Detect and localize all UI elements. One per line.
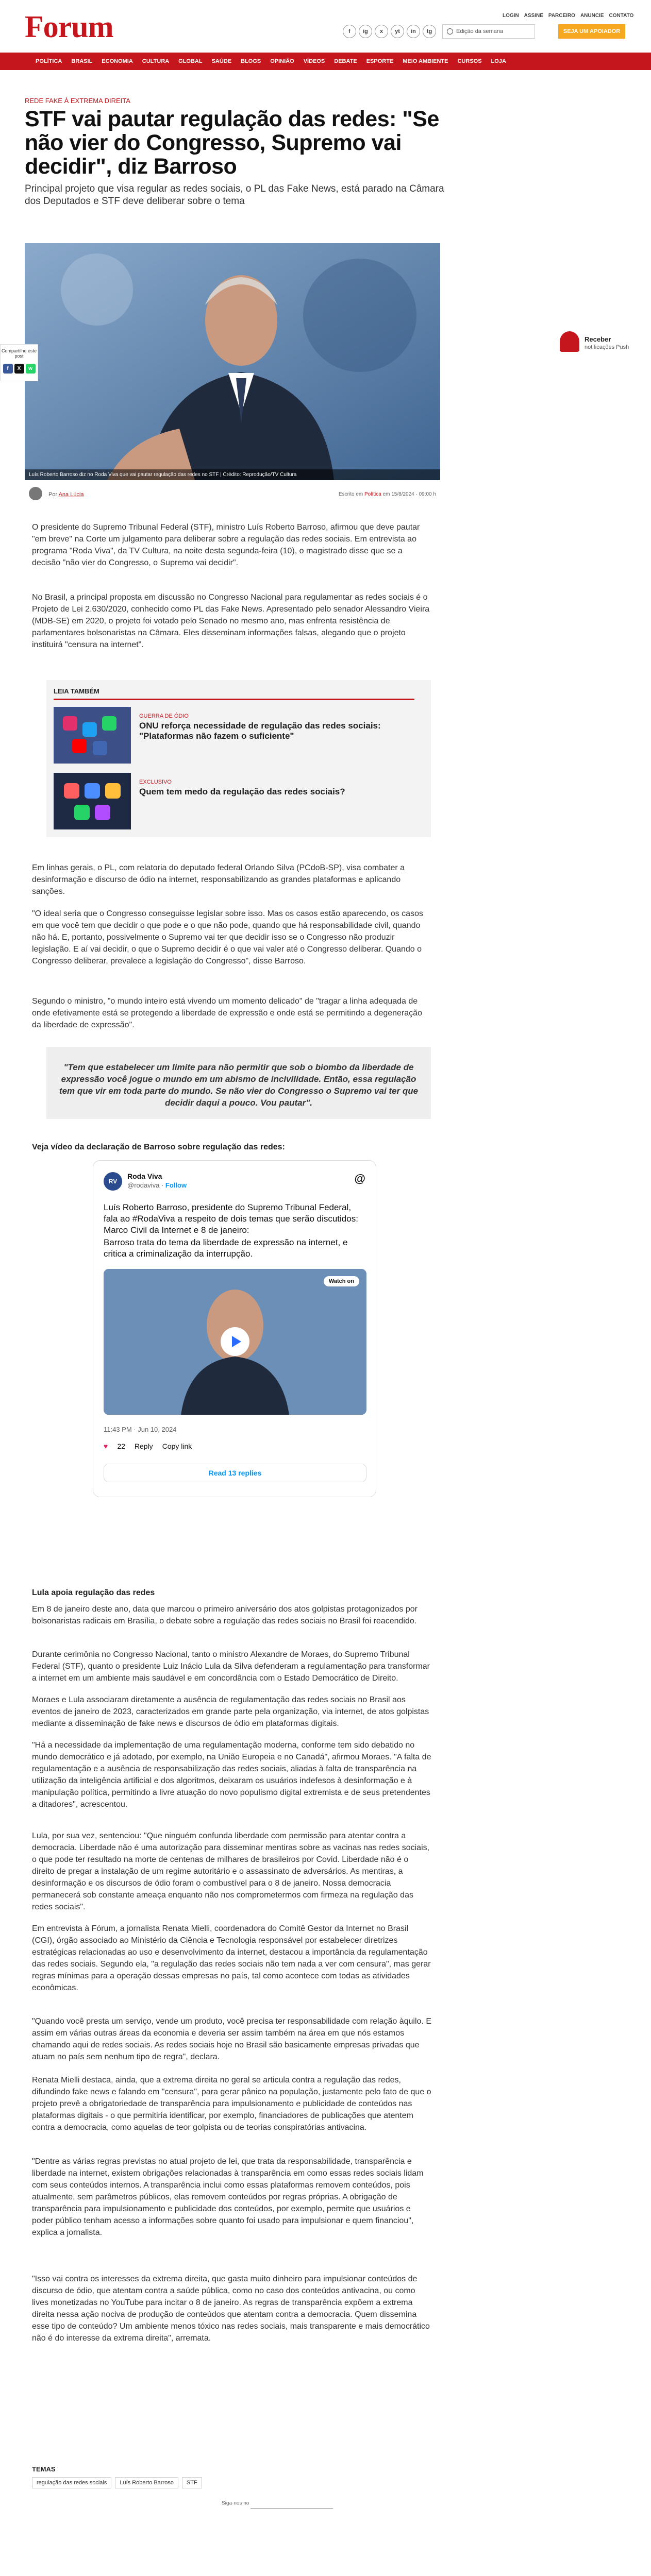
threads-timestamp[interactable]: 11:43 PM · Jun 10, 2024 bbox=[104, 1426, 177, 1433]
main-nav bbox=[0, 53, 651, 70]
threads-handle[interactable]: @rodaviva bbox=[127, 1181, 160, 1189]
paragraph: "O ideal seria que o Congresso conseguisse legislar sobre isso. Mas os casos estão aparecendo, os casos em que você tem que decidir o que pode e o que não pode, quando que há responsabilidade civil, quando não há. E, portanto, possivelmente o Supremo vai ter que decidir isso se o Congresso não produzir legislação. E aí vai decidir, o que o Supremo decidir é o que vai valer até o Congresso deliberar. Quando o Congresso deliberar, prevalece a legislação do Congresso", disse Barroso. bbox=[32, 909, 423, 965]
threads-actions bbox=[104, 1442, 192, 1450]
paragraph: Durante cerimônia no Congresso Nacional, tanto o ministro Alexandre de Moraes, do Supremo Tribunal Federal (STF), quanto o presidente Luiz Inácio Lula da Silva defenderam a regulamentação para transformar a internet em um ambiente mais saudável e em concordância com o Estado Democrático de Direito. bbox=[32, 1650, 430, 1683]
paragraph: "Há a necessidade da implementação de uma regulamentação moderna, conforme tem sido debatido no mundo democrático e já adotado, por exemplo, na União Europeia e no Canadá", afirmou Moraes. "A falta de regulamentação e a ausência de responsabilização das redes sociais, aliadas à falta de transparência na utilização da inteligência artificial e dos algoritmos, deixaram os usuários indefesos à desinformação e à manipulação política, permitindo a livre atuação do novo populismo digital extremista e de seus pretendentes a ditadores", acrescentou. bbox=[32, 1741, 431, 1809]
paragraph: Segundo o ministro, "o mundo inteiro está vivendo um momento delicado" de "tragar a linha adequada de onde efetivamente está se protegendo a liberdade de expressão e onde está se permitindo a degeneração da liberdade de expressão". bbox=[32, 997, 422, 1029]
whatsapp-share-icon[interactable]: w bbox=[26, 364, 36, 374]
play-icon[interactable] bbox=[221, 1327, 249, 1356]
site-header bbox=[0, 0, 651, 52]
x-icon[interactable]: x bbox=[375, 25, 388, 38]
nav-item[interactable]: SAÚDE bbox=[211, 58, 232, 64]
push-subtitle: notificações Push bbox=[585, 344, 629, 350]
article-kicker[interactable]: REDE FAKE À EXTREMA DIREITA bbox=[25, 97, 130, 105]
threads-avatar[interactable]: RV bbox=[104, 1172, 122, 1191]
article-meta bbox=[339, 492, 436, 497]
nav-item[interactable]: POLÍTICA bbox=[36, 58, 62, 64]
author-avatar bbox=[29, 487, 42, 500]
related-category: EXCLUSIVO bbox=[139, 779, 172, 785]
related-thumb bbox=[54, 707, 131, 764]
copy-link-button[interactable]: Copy link bbox=[162, 1442, 192, 1450]
meta-date: em 15/8/2024 · 09:00 h bbox=[382, 492, 436, 497]
tags-heading: TEMAS bbox=[32, 2465, 56, 2473]
nav-item[interactable]: LOJA bbox=[491, 58, 506, 64]
facebook-share-icon[interactable]: f bbox=[3, 364, 13, 374]
article-subtitle: Principal projeto que visa regular as redes sociais, o PL das Fake News, está parado na Câmara dos Deputados e STF deve deliberar sobre o tema bbox=[25, 183, 444, 207]
related-item[interactable] bbox=[54, 773, 420, 829]
nav-item[interactable]: CURSOS bbox=[457, 58, 482, 64]
embed-heading: Veja vídeo da declaração de Barroso sobre regulação das redes: bbox=[32, 1143, 285, 1151]
top-links bbox=[503, 13, 633, 19]
threads-watch[interactable]: Watch on bbox=[324, 1276, 359, 1286]
related-headline[interactable]: Quem tem medo da regulação das redes sociais? bbox=[139, 787, 345, 796]
facebook-icon[interactable]: f bbox=[343, 25, 356, 38]
anuncie-link[interactable]: ANUNCIE bbox=[580, 13, 604, 19]
push-notify[interactable] bbox=[560, 331, 632, 356]
threads-text: Barroso trata do tema da liberdade de expressão na internet, e critica a criminalização da interrupção. bbox=[104, 1238, 348, 1259]
follow-label: Siga-nos no bbox=[222, 2500, 249, 2506]
hero-caption: Luís Roberto Barroso diz no Roda Viva que vai pautar regulação das redes no STF | Crédito: Reprodução/TV Cultura bbox=[25, 469, 440, 480]
nav-item[interactable]: MEIO AMBIENTE bbox=[403, 58, 448, 64]
heart-icon[interactable]: ♥ bbox=[104, 1442, 108, 1450]
instagram-icon[interactable]: ig bbox=[359, 25, 372, 38]
x-share-icon[interactable]: X bbox=[14, 364, 24, 374]
paragraph: O presidente do Supremo Tribunal Federal (STF), ministro Luís Roberto Barroso, afirmou que deve pautar "em breve" na Corte um julgamento para deliberar sobre a regulação das redes sociais. Em entrevista ao programa "Roda Viva", da TV Cultura, na noite desta segunda-feira (10), o magistrado disse que se a decisão "não vier do Congresso, o Supremo vai decidir". bbox=[32, 523, 420, 567]
section-heading: Lula apoia regulação das redes bbox=[32, 1588, 155, 1597]
assine-link[interactable]: ASSINE bbox=[524, 13, 543, 19]
threads-text: Luís Roberto Barroso, presidente do Supremo Tribunal Federal, fala ao #RodaViva a respeito de dois temas que serão discutidos: Marco Civil da Internet e 8 de janeiro: bbox=[104, 1202, 358, 1235]
author-prefix: Por bbox=[48, 492, 58, 498]
search-icon bbox=[447, 28, 453, 35]
paragraph: "Dentre as várias regras previstas no atual projeto de lei, que trata da responsabilidade, transparência e liberdade na internet, existem obrigações relacionadas à transparência em como essas redes sociais lidam com seus conteúdos internos. A transparência inclui como essas plataformas removem conteúdos, pois atualmente, sem parâmetros públicos, elas removem conteúdos por regras próprias. A obrigação de transparência para impulsionamento e publicidade dos conteúdos, por exemplo, permite que usuários e poder público tenham acesso a informações sobre quanto foi usado para impulsionar e quem financiou", explica a jornalista. bbox=[32, 2157, 424, 2237]
paragraph: "Isso vai contra os interesses da extrema direita, que gasta muito dinheiro para impulsionar conteúdos de discurso de ódio, que atentam contra a saúde pública, como no caso dos conteúdos antivacina, ou como lives monetizadas no YouTube para incitar o 8 de janeiro. As regras de transparência expõem a extrema direita nessa ação nociva de produção de conteúdos que atentam contra a democracia. Quem dissemina esse tipo de conteúdo? Um ambiente menos tóxico nas redes sociais, mais transparente e mais democrático não é do interesse da extrema direita", arremata. bbox=[32, 2275, 430, 2343]
article-headline: STF vai pautar regulação das redes: "Se não vier do Congresso, Supremo vai decidir", diz Barroso bbox=[25, 107, 439, 179]
nav-item[interactable]: CULTURA bbox=[142, 58, 170, 64]
threads-handle-line: @rodaviva · Follow bbox=[127, 1181, 187, 1189]
hero-illustration bbox=[25, 243, 440, 480]
related-item[interactable] bbox=[54, 707, 420, 764]
meta-prefix: Escrito em bbox=[338, 492, 363, 497]
related-box bbox=[46, 680, 431, 837]
paragraph: "Quando você presta um serviço, vende um produto, você precisa ter responsabilidade com relação àquilo. E assim em várias outras áreas da economia e deveria ser assim também na área em que nós estamos chamando aqui de redes sociais. As redes sociais hoje no Brasil são basicamente empresas privadas que atuam no país sem nenhum tipo de regra", declara. bbox=[32, 2017, 431, 2061]
login-link[interactable]: LOGIN bbox=[503, 13, 519, 19]
paragraph: Em linhas gerais, o PL, com relatoria do deputado federal Orlando Silva (PCdoB-SP), visa combater a desinformação e discurso de ódio na internet, responsabilizando as grandes plataformas e aplicando sanções. bbox=[32, 863, 405, 896]
like-count: 22 bbox=[117, 1442, 125, 1450]
paragraph: No Brasil, a principal proposta em discussão no Congresso Nacional para regulamentar as redes sociais é o Projeto de Lei 2.630/2020, conhecido como PL das Fake News. Apresentado pelo senador Alessandro Vieira (MDB-SE) em 2020, o projeto foi votado pelo Senado no mesmo ano, mas enfrenta resistência de parlamentares bolsonaristas na Câmara. Eles disseminam informações falsas, alegando que o projeto instituirá "censura na internet". bbox=[32, 593, 430, 649]
bell-icon bbox=[560, 331, 579, 352]
related-thumb bbox=[54, 773, 131, 829]
reply-button[interactable]: Reply bbox=[134, 1442, 153, 1450]
author-line bbox=[48, 492, 84, 498]
site-logo[interactable]: Forum bbox=[25, 10, 113, 44]
threads-video[interactable] bbox=[104, 1269, 366, 1415]
tag-chip[interactable]: STF bbox=[182, 2477, 202, 2488]
nav-item[interactable]: GLOBAL bbox=[178, 58, 203, 64]
google-news-badge[interactable] bbox=[251, 2498, 333, 2509]
youtube-icon[interactable]: yt bbox=[391, 25, 404, 38]
paragraph: Em entrevista à Fórum, a jornalista Renata Mielli, coordenadora do Comitê Gestor da Internet no Brasil (CGI), órgão associado ao Ministério da Ciência e Tecnologia responsável por estabelecer diretrizes estratégicas relacionadas ao uso e desenvolvimento da internet, destacou a importância da regulamentação das redes sociais. Segundo ela, "a regulação das redes sociais não tem nada a ver com censura", mas gerar regras mínimas para a operação dessas empresas no país, tal como acontece com todas as atividades econômicas. bbox=[32, 1924, 431, 1992]
byline bbox=[25, 487, 440, 502]
paragraph: Moraes e Lula associaram diretamente a ausência de regulamentação das redes sociais no Brasil aos eventos de janeiro de 2023, caracterizados em grande parte pela organização, via internet, de atos golpistas mediante a disseminação de fake news e discursos de ódio em plataformas digitais. bbox=[32, 1696, 429, 1728]
nav-item[interactable]: ESPORTE bbox=[366, 58, 394, 64]
tag-list bbox=[32, 2477, 202, 2488]
pull-quote: "Tem que estabelecer um limite para não permitir que sob o biombo da liberdade de expressão você jogue o mundo em um abismo de incivilidade. Então, essa regulação tem que vir em toda parte do mundo. Se não vier do Congresso o Supremo vai ter que decidir daqui a pouco. Vou pautar". bbox=[46, 1047, 431, 1119]
nav-item[interactable]: OPINIÃO bbox=[270, 58, 294, 64]
edition-search[interactable] bbox=[442, 24, 535, 39]
share-label: Compartilhe este post bbox=[1, 348, 37, 359]
read-replies-button[interactable]: Read 13 replies bbox=[104, 1464, 366, 1482]
follow-us bbox=[222, 2498, 333, 2509]
threads-name[interactable]: Roda Viva bbox=[127, 1172, 162, 1180]
related-title: LEIA TAMBÉM bbox=[54, 687, 99, 695]
share-box bbox=[0, 344, 38, 381]
paragraph: Lula, por sua vez, sentenciou: "Que ninguém confunda liberdade com permissão para atentar contra a democracia. Liberdade não é uma autorização para disseminar mentiras sobre as vacinas nas redes sociais, o que pode ter resultado na morte de centenas de milhares de brasileiros por Covid. Liberdade não é o direito de pregar a instalação de um regime autoritário e o assassinato de adversários. As mentiras, a desinformação e os discursos de ódio foram o combustível para o 8 de janeiro. Nossa democracia permanecerá sob constante ameaça enquanto não nos comprometermos com firmeza na regulação das redes sociais". bbox=[32, 1832, 430, 1911]
related-divider bbox=[54, 699, 414, 700]
telegram-icon[interactable]: tg bbox=[423, 25, 436, 38]
tag-chip[interactable]: Luís Roberto Barroso bbox=[115, 2477, 178, 2488]
nav-item[interactable]: VÍDEOS bbox=[303, 58, 325, 64]
nav-item[interactable]: BLOGS bbox=[241, 58, 261, 64]
hero-image bbox=[25, 243, 440, 480]
edition-label: Edição da semana bbox=[456, 28, 504, 35]
threads-embed bbox=[93, 1160, 376, 1497]
social-links bbox=[343, 25, 436, 38]
nav-item[interactable]: DEBATE bbox=[334, 58, 357, 64]
threads-follow[interactable]: Follow bbox=[165, 1181, 187, 1189]
related-headline[interactable]: ONU reforça necessidade de regulação das redes sociais: "Plataformas não fazem o suficiente" bbox=[139, 721, 381, 741]
threads-logo-icon[interactable]: @ bbox=[354, 1172, 365, 1185]
nav-item[interactable]: BRASIL bbox=[71, 58, 93, 64]
linkedin-icon[interactable]: in bbox=[407, 25, 420, 38]
apoiar-button[interactable]: SEJA UM APOIADOR bbox=[558, 24, 625, 39]
author-link[interactable]: Ana Lúcia bbox=[58, 492, 84, 498]
nav-item[interactable]: ECONOMIA bbox=[102, 58, 133, 64]
paragraph: Em 8 de janeiro deste ano, data que marcou o primeiro aniversário dos atos golpistas protagonizados por bolsonaristas radicais em Brasília, o debate sobre a regulação das redes sociais no Brasil foi reacendido. bbox=[32, 1605, 418, 1625]
parceiro-link[interactable]: PARCEIRO bbox=[548, 13, 575, 19]
related-category: GUERRA DE ÓDIO bbox=[139, 713, 189, 719]
contato-link[interactable]: CONTATO bbox=[609, 13, 634, 19]
tag-chip[interactable]: regulação das redes sociais bbox=[32, 2477, 111, 2488]
paragraph: Renata Mielli destaca, ainda, que a extrema direita no geral se articula contra a regulação das redes, difundindo fake news e falando em "censura", para gerar pânico na população, justamente pelo fato de que o projeto prevê a obrigatoriedade de transparência para impulsionamento e publicidade de conteúdos nas plataformas digitais - o que permitiria identificar, por exemplo, financiadores de publicações que atentem contra a democracia, como aquelas de teor golpista ou de teorias conspiratórias antivacina. bbox=[32, 2076, 431, 2132]
push-title: Receber bbox=[585, 335, 611, 343]
meta-section[interactable]: Política bbox=[364, 492, 381, 497]
